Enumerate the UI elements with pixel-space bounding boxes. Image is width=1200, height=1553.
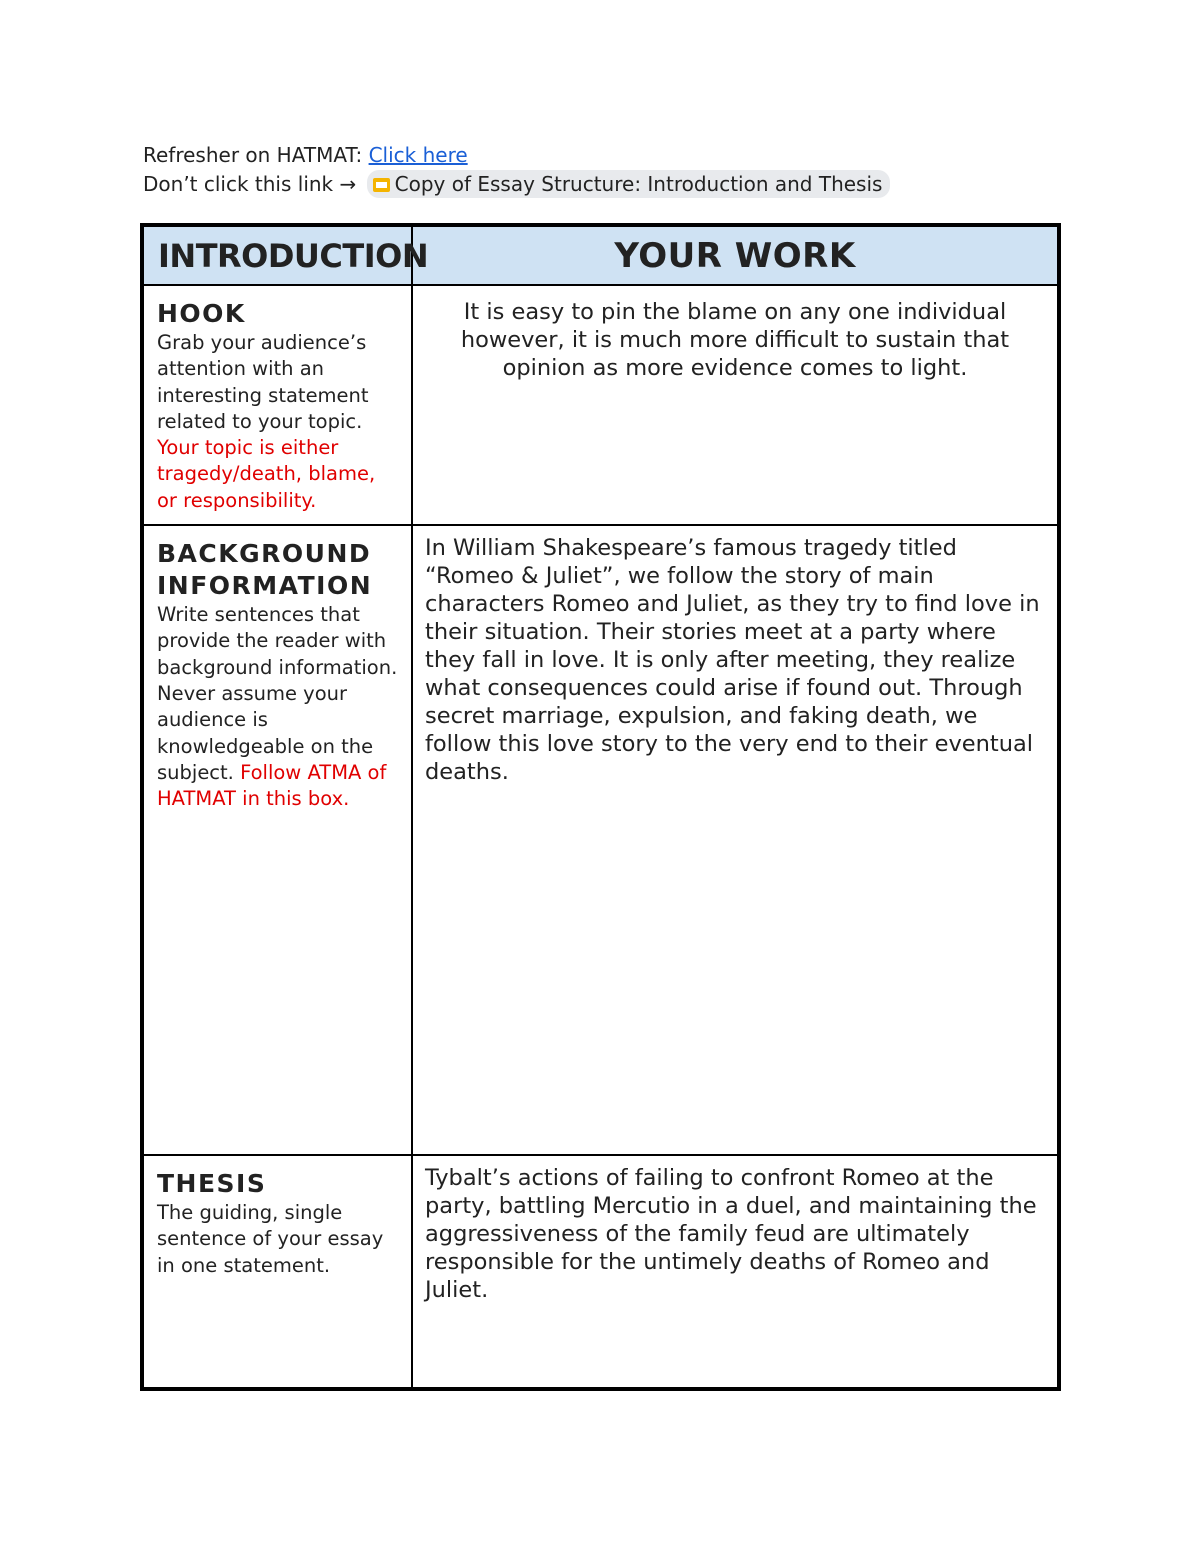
hook-work[interactable]: It is easy to pin the blame on any one individual however, it is much more difficult to sustain that opinion as more evidence comes to light. xyxy=(412,285,1059,525)
refresher-line xyxy=(143,143,468,167)
hook-row xyxy=(142,285,1059,525)
slides-icon xyxy=(373,178,390,192)
background-instructions xyxy=(142,525,412,1155)
thesis-description: The guiding, single sentence of your essay in one statement. xyxy=(157,1201,384,1277)
thesis-title: THESIS xyxy=(157,1169,267,1199)
background-title: BACKGROUND INFORMATION xyxy=(157,539,373,601)
chip-label: Copy of Essay Structure: Introduction and Thesis xyxy=(394,172,883,196)
thesis-work[interactable]: Tybalt’s actions of failing to confront Romeo at the party, battling Mercutio in a duel, and maintaining the aggressiveness of the family feud are ultimately responsible for the untimely deaths of Romeo and Juliet. xyxy=(412,1155,1059,1389)
thesis-instructions xyxy=(142,1155,412,1389)
background-description: Write sentences that provide the reader with background information. Never assume your audience is knowledgeable on the subject. xyxy=(157,603,398,784)
dont-click-line xyxy=(143,170,890,198)
background-work[interactable]: In William Shakespeare’s famous tragedy titled “Romeo & Juliet”, we follow the story of main characters Romeo and Juliet, as they try to find love in their situation. Their stories meet at a party where they fall in love. It is only after meeting, they realize what consequences could arise if found out. Through secret marriage, expulsion, and faking death, we follow this love story to the very end to their eventual deaths. xyxy=(412,525,1059,1155)
essay-structure-table xyxy=(140,223,1061,1391)
thesis-row xyxy=(142,1155,1059,1389)
dont-click-label: Don’t click this link → xyxy=(143,172,357,196)
background-row xyxy=(142,525,1059,1155)
introduction-header: INTRODUCTION xyxy=(142,225,412,285)
your-work-header: YOUR WORK xyxy=(412,225,1059,285)
background-atma-note: Follow ATMA of HATMAT in this box. xyxy=(157,760,387,811)
hook-description: Grab your audience’s attention with an interesting statement related to your topic. xyxy=(157,331,369,433)
refresher-label: Refresher on HATMAT: xyxy=(143,143,363,167)
click-here-link[interactable]: Click here xyxy=(368,143,468,167)
slides-file-chip[interactable] xyxy=(367,170,891,198)
hook-topic-note: Your topic is either tragedy/death, blame, or responsibility. xyxy=(157,436,376,512)
hook-instructions xyxy=(142,285,412,525)
hook-title: HOOK xyxy=(157,299,246,328)
